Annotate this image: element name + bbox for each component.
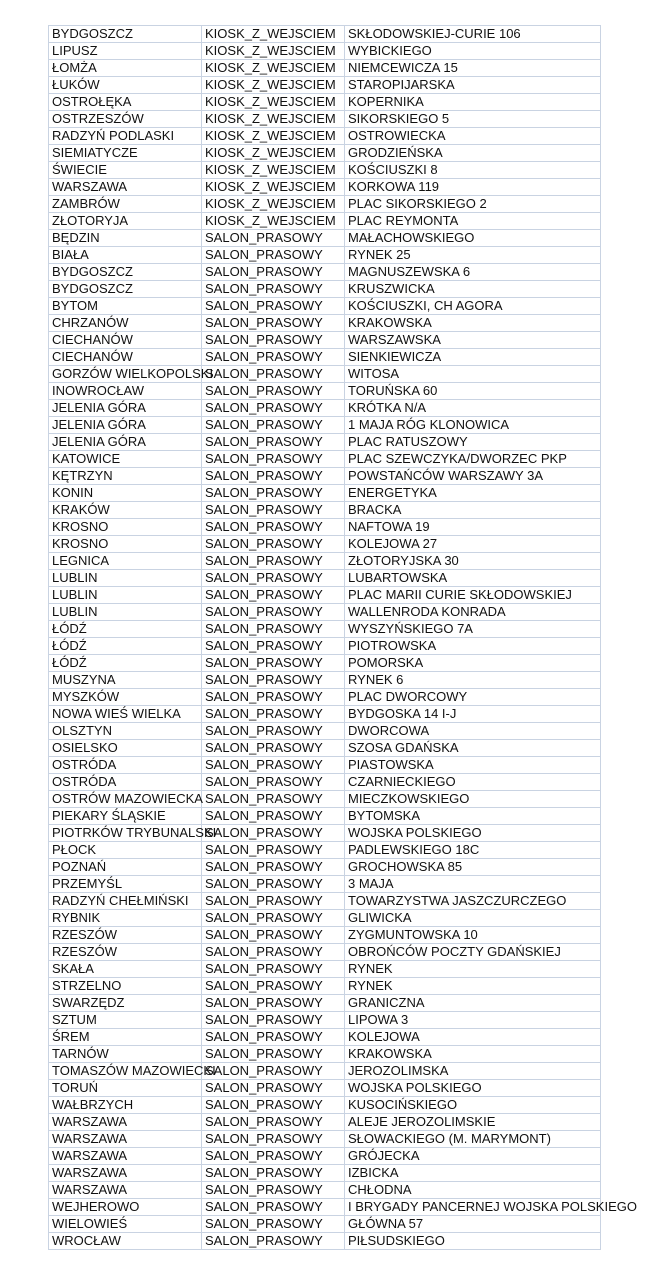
address-cell[interactable]: PLAC REYMONTA xyxy=(345,213,601,230)
table-row xyxy=(49,927,601,944)
address-cell[interactable]: GRANICZNA xyxy=(345,995,601,1012)
address-cell[interactable]: KRUSZWICKA xyxy=(345,281,601,298)
address-cell[interactable]: POMORSKA xyxy=(345,655,601,672)
type-cell[interactable]: KIOSK_Z_WEJSCIEM xyxy=(202,94,345,111)
type-cell[interactable]: KIOSK_Z_WEJSCIEM xyxy=(202,43,345,60)
type-cell[interactable]: SALON_PRASOWY xyxy=(202,706,345,723)
type-cell[interactable]: SALON_PRASOWY xyxy=(202,1063,345,1080)
type-cell[interactable]: SALON_PRASOWY xyxy=(202,349,345,366)
address-cell[interactable]: KOŚCIUSZKI 8 xyxy=(345,162,601,179)
address-cell[interactable]: STAROPIJARSKA xyxy=(345,77,601,94)
type-cell[interactable]: KIOSK_Z_WEJSCIEM xyxy=(202,179,345,196)
table-row xyxy=(49,60,601,77)
type-cell[interactable]: SALON_PRASOWY xyxy=(202,536,345,553)
address-cell[interactable]: DWORCOWA xyxy=(345,723,601,740)
type-cell[interactable]: KIOSK_Z_WEJSCIEM xyxy=(202,162,345,179)
type-cell[interactable]: SALON_PRASOWY xyxy=(202,978,345,995)
address-cell[interactable]: PLAC RATUSZOWY xyxy=(345,434,601,451)
address-cell[interactable]: SIKORSKIEGO 5 xyxy=(345,111,601,128)
city-cell[interactable]: KONIN xyxy=(49,485,202,502)
city-cell[interactable]: WARSZAWA xyxy=(49,179,202,196)
type-cell[interactable]: SALON_PRASOWY xyxy=(202,655,345,672)
city-cell[interactable]: WEJHEROWO xyxy=(49,1199,202,1216)
type-cell[interactable]: KIOSK_Z_WEJSCIEM xyxy=(202,77,345,94)
type-cell[interactable]: KIOSK_Z_WEJSCIEM xyxy=(202,213,345,230)
type-cell[interactable]: SALON_PRASOWY xyxy=(202,1199,345,1216)
city-cell[interactable]: LUBLIN xyxy=(49,570,202,587)
city-cell[interactable]: ŁOMŻA xyxy=(49,60,202,77)
address-cell[interactable]: LUBARTOWSKA xyxy=(345,570,601,587)
table-row xyxy=(49,451,601,468)
type-cell[interactable]: SALON_PRASOWY xyxy=(202,893,345,910)
city-cell[interactable]: ŚREM xyxy=(49,1029,202,1046)
table-row xyxy=(49,366,601,383)
table-row xyxy=(49,349,601,366)
type-cell[interactable]: SALON_PRASOWY xyxy=(202,1114,345,1131)
type-cell[interactable]: SALON_PRASOWY xyxy=(202,1182,345,1199)
type-cell[interactable]: SALON_PRASOWY xyxy=(202,553,345,570)
address-cell[interactable]: NIEMCEWICZA 15 xyxy=(345,60,601,77)
address-cell[interactable]: GLIWICKA xyxy=(345,910,601,927)
address-cell[interactable]: RYNEK 6 xyxy=(345,672,601,689)
city-cell[interactable]: LUBLIN xyxy=(49,587,202,604)
locations-table xyxy=(48,25,637,1250)
city-cell[interactable]: TORUŃ xyxy=(49,1080,202,1097)
city-cell[interactable]: BĘDZIN xyxy=(49,230,202,247)
table-row xyxy=(49,281,601,298)
city-cell[interactable]: LIPUSZ xyxy=(49,43,202,60)
type-cell[interactable]: SALON_PRASOWY xyxy=(202,876,345,893)
city-cell[interactable]: INOWROCŁAW xyxy=(49,383,202,400)
type-cell[interactable]: SALON_PRASOWY xyxy=(202,672,345,689)
table-row xyxy=(49,689,601,706)
table-row xyxy=(49,43,601,60)
address-cell[interactable]: MIECZKOWSKIEGO xyxy=(345,791,601,808)
address-cell[interactable]: PLAC SIKORSKIEGO 2 xyxy=(345,196,601,213)
type-cell[interactable]: SALON_PRASOWY xyxy=(202,910,345,927)
city-cell[interactable]: JELENIA GÓRA xyxy=(49,400,202,417)
table-row xyxy=(49,1063,601,1080)
table-row xyxy=(49,468,601,485)
city-cell[interactable]: RADZYŃ CHEŁMIŃSKI xyxy=(49,893,202,910)
city-cell[interactable]: PIOTRKÓW TRYBUNALSKI xyxy=(49,825,202,842)
type-cell[interactable]: SALON_PRASOWY xyxy=(202,1046,345,1063)
city-cell[interactable]: KROSNO xyxy=(49,519,202,536)
address-cell[interactable]: WOJSKA POLSKIEGO xyxy=(345,1080,601,1097)
table-row xyxy=(49,978,601,995)
address-cell[interactable]: KOŚCIUSZKI, CH AGORA xyxy=(345,298,601,315)
type-cell[interactable]: SALON_PRASOWY xyxy=(202,1080,345,1097)
type-cell[interactable]: KIOSK_Z_WEJSCIEM xyxy=(202,196,345,213)
city-cell[interactable]: ZŁOTORYJA xyxy=(49,213,202,230)
type-cell[interactable]: SALON_PRASOWY xyxy=(202,468,345,485)
type-cell[interactable]: SALON_PRASOWY xyxy=(202,689,345,706)
address-cell[interactable]: CHŁODNA xyxy=(345,1182,601,1199)
table-row xyxy=(49,621,601,638)
type-cell[interactable]: SALON_PRASOWY xyxy=(202,434,345,451)
city-cell[interactable]: RZESZÓW xyxy=(49,944,202,961)
address-cell[interactable]: KOPERNIKA xyxy=(345,94,601,111)
address-cell[interactable]: GŁÓWNA 57 xyxy=(345,1216,601,1233)
type-cell[interactable]: SALON_PRASOWY xyxy=(202,315,345,332)
table-row xyxy=(49,1165,601,1182)
table-row xyxy=(49,1097,601,1114)
address-cell[interactable]: RYNEK 25 xyxy=(345,247,601,264)
address-cell[interactable]: MAGNUSZEWSKA 6 xyxy=(345,264,601,281)
address-cell[interactable]: BYTOMSKA xyxy=(345,808,601,825)
table-row xyxy=(49,332,601,349)
address-cell[interactable]: BRACKA xyxy=(345,502,601,519)
city-cell[interactable]: CHRZANÓW xyxy=(49,315,202,332)
address-cell[interactable]: ZŁOTORYJSKA 30 xyxy=(345,553,601,570)
city-cell[interactable]: SKAŁA xyxy=(49,961,202,978)
city-cell[interactable]: KATOWICE xyxy=(49,451,202,468)
table-row xyxy=(49,638,601,655)
address-cell[interactable]: SZOSA GDAŃSKA xyxy=(345,740,601,757)
table-row xyxy=(49,179,601,196)
city-cell[interactable]: MYSZKÓW xyxy=(49,689,202,706)
type-cell[interactable]: SALON_PRASOWY xyxy=(202,808,345,825)
address-cell[interactable]: ALEJE JEROZOLIMSKIE xyxy=(345,1114,601,1131)
city-cell[interactable]: KROSNO xyxy=(49,536,202,553)
table-row xyxy=(49,145,601,162)
type-cell[interactable]: SALON_PRASOWY xyxy=(202,485,345,502)
city-cell[interactable]: CIECHANÓW xyxy=(49,349,202,366)
table-row xyxy=(49,383,601,400)
city-cell[interactable]: BYDGOSZCZ xyxy=(49,264,202,281)
address-cell[interactable]: SKŁODOWSKIEJ-CURIE 106 xyxy=(345,26,601,43)
table-row xyxy=(49,876,601,893)
type-cell[interactable]: SALON_PRASOWY xyxy=(202,995,345,1012)
address-cell[interactable]: TORUŃSKA 60 xyxy=(345,383,601,400)
address-cell[interactable]: PLAC MARII CURIE SKŁODOWSKIEJ xyxy=(345,587,601,604)
table-row xyxy=(49,94,601,111)
table-row xyxy=(49,995,601,1012)
table-row xyxy=(49,128,601,145)
table-row xyxy=(49,1216,601,1233)
address-cell[interactable]: GRÓJECKA xyxy=(345,1148,601,1165)
type-cell[interactable]: SALON_PRASOWY xyxy=(202,247,345,264)
type-cell[interactable]: SALON_PRASOWY xyxy=(202,774,345,791)
city-cell[interactable]: KĘTRZYN xyxy=(49,468,202,485)
address-cell[interactable]: BYDGOSKA 14 I-J xyxy=(345,706,601,723)
city-cell[interactable]: MUSZYNA xyxy=(49,672,202,689)
type-cell[interactable]: SALON_PRASOWY xyxy=(202,791,345,808)
type-cell[interactable]: SALON_PRASOWY xyxy=(202,366,345,383)
type-cell[interactable]: SALON_PRASOWY xyxy=(202,1131,345,1148)
table-row xyxy=(49,1012,601,1029)
type-cell[interactable]: SALON_PRASOWY xyxy=(202,519,345,536)
city-cell[interactable]: BYDGOSZCZ xyxy=(49,281,202,298)
city-cell[interactable]: WARSZAWA xyxy=(49,1131,202,1148)
type-cell[interactable]: SALON_PRASOWY xyxy=(202,740,345,757)
table-row xyxy=(49,417,601,434)
table-row xyxy=(49,672,601,689)
address-cell[interactable]: OBROŃCÓW POCZTY GDAŃSKIEJ xyxy=(345,944,601,961)
city-cell[interactable]: WARSZAWA xyxy=(49,1114,202,1131)
city-cell[interactable]: OLSZTYN xyxy=(49,723,202,740)
address-cell[interactable]: POWSTAŃCÓW WARSZAWY 3A xyxy=(345,468,601,485)
type-cell[interactable]: SALON_PRASOWY xyxy=(202,230,345,247)
address-cell[interactable]: PADLEWSKIEGO 18C xyxy=(345,842,601,859)
table-row xyxy=(49,1199,601,1216)
city-cell[interactable]: OSTRÓDA xyxy=(49,757,202,774)
address-cell[interactable]: KUSOCIŃSKIEGO xyxy=(345,1097,601,1114)
city-cell[interactable]: SIEMIATYCZE xyxy=(49,145,202,162)
type-cell[interactable]: SALON_PRASOWY xyxy=(202,570,345,587)
table-row xyxy=(49,1131,601,1148)
type-cell[interactable]: KIOSK_Z_WEJSCIEM xyxy=(202,128,345,145)
type-cell[interactable]: SALON_PRASOWY xyxy=(202,638,345,655)
address-cell[interactable]: WYSZYŃSKIEGO 7A xyxy=(345,621,601,638)
address-cell[interactable]: SŁOWACKIEGO (M. MARYMONT) xyxy=(345,1131,601,1148)
type-cell[interactable]: SALON_PRASOWY xyxy=(202,281,345,298)
city-cell[interactable]: TARNÓW xyxy=(49,1046,202,1063)
type-cell[interactable]: SALON_PRASOWY xyxy=(202,1148,345,1165)
type-cell[interactable]: KIOSK_Z_WEJSCIEM xyxy=(202,145,345,162)
table-row xyxy=(49,298,601,315)
table-row xyxy=(49,723,601,740)
table-row xyxy=(49,1080,601,1097)
address-cell[interactable]: KOLEJOWA xyxy=(345,1029,601,1046)
city-cell[interactable]: WAŁBRZYCH xyxy=(49,1097,202,1114)
type-cell[interactable]: SALON_PRASOWY xyxy=(202,1029,345,1046)
table-row xyxy=(49,1029,601,1046)
type-cell[interactable]: SALON_PRASOWY xyxy=(202,723,345,740)
type-cell[interactable]: SALON_PRASOWY xyxy=(202,1165,345,1182)
table-row xyxy=(49,570,601,587)
address-cell[interactable]: 1 MAJA RÓG KLONOWICA xyxy=(345,417,601,434)
table-row xyxy=(49,944,601,961)
table-row xyxy=(49,1182,601,1199)
table-row xyxy=(49,655,601,672)
type-cell[interactable]: KIOSK_Z_WEJSCIEM xyxy=(202,111,345,128)
type-cell[interactable]: SALON_PRASOWY xyxy=(202,825,345,842)
city-cell[interactable]: WIELOWIEŚ xyxy=(49,1216,202,1233)
address-cell[interactable]: PIOTROWSKA xyxy=(345,638,601,655)
city-cell[interactable]: ŁÓDŹ xyxy=(49,621,202,638)
city-cell[interactable]: OSTRÓDA xyxy=(49,774,202,791)
table-row xyxy=(49,1148,601,1165)
type-cell[interactable]: SALON_PRASOWY xyxy=(202,298,345,315)
city-cell[interactable]: SZTUM xyxy=(49,1012,202,1029)
address-cell[interactable]: WITOSA xyxy=(345,366,601,383)
city-cell[interactable]: OSTROŁĘKA xyxy=(49,94,202,111)
table-row xyxy=(49,1114,601,1131)
type-cell[interactable]: SALON_PRASOWY xyxy=(202,944,345,961)
city-cell[interactable]: RADZYŃ PODLASKI xyxy=(49,128,202,145)
type-cell[interactable]: SALON_PRASOWY xyxy=(202,383,345,400)
address-cell[interactable]: JEROZOLIMSKA xyxy=(345,1063,601,1080)
type-cell[interactable]: KIOSK_Z_WEJSCIEM xyxy=(202,60,345,77)
address-cell[interactable]: ENERGETYKA xyxy=(345,485,601,502)
table-row xyxy=(49,825,601,842)
city-cell[interactable]: BYDGOSZCZ xyxy=(49,26,202,43)
address-cell[interactable]: NAFTOWA 19 xyxy=(345,519,601,536)
address-cell[interactable]: PLAC SZEWCZYKA/DWORZEC PKP xyxy=(345,451,601,468)
city-cell[interactable]: NOWA WIEŚ WIELKA xyxy=(49,706,202,723)
address-cell[interactable]: KRAKOWSKA xyxy=(345,1046,601,1063)
city-cell[interactable]: JELENIA GÓRA xyxy=(49,434,202,451)
table-row xyxy=(49,213,601,230)
address-cell[interactable]: OSTROWIECKA xyxy=(345,128,601,145)
table-row xyxy=(49,111,601,128)
table-row xyxy=(49,553,601,570)
table-row xyxy=(49,434,601,451)
city-cell[interactable]: TOMASZÓW MAZOWIECKI xyxy=(49,1063,202,1080)
city-cell[interactable]: ŚWIECIE xyxy=(49,162,202,179)
table-row xyxy=(49,604,601,621)
type-cell[interactable]: SALON_PRASOWY xyxy=(202,1012,345,1029)
table-row xyxy=(49,1233,601,1250)
address-cell[interactable]: PIŁSUDSKIEGO xyxy=(345,1233,601,1250)
address-cell[interactable]: KRAKOWSKA xyxy=(345,315,601,332)
locations-table-body xyxy=(49,26,637,1250)
city-cell[interactable]: ZAMBRÓW xyxy=(49,196,202,213)
city-cell[interactable]: BIAŁA xyxy=(49,247,202,264)
table-row xyxy=(49,893,601,910)
table-row xyxy=(49,502,601,519)
address-cell[interactable]: PLAC DWORCOWY xyxy=(345,689,601,706)
table-row xyxy=(49,842,601,859)
type-cell[interactable]: SALON_PRASOWY xyxy=(202,961,345,978)
type-cell[interactable]: SALON_PRASOWY xyxy=(202,502,345,519)
table-row xyxy=(49,774,601,791)
address-cell[interactable]: GRODZIEŃSKA xyxy=(345,145,601,162)
city-cell[interactable]: WARSZAWA xyxy=(49,1182,202,1199)
type-cell[interactable]: SALON_PRASOWY xyxy=(202,842,345,859)
city-cell[interactable]: LUBLIN xyxy=(49,604,202,621)
table-row xyxy=(49,485,601,502)
table-row xyxy=(49,1046,601,1063)
city-cell[interactable]: RZESZÓW xyxy=(49,927,202,944)
type-cell[interactable]: SALON_PRASOWY xyxy=(202,859,345,876)
table-row xyxy=(49,910,601,927)
address-cell[interactable]: WARSZAWSKA xyxy=(345,332,601,349)
address-cell[interactable]: SIENKIEWICZA xyxy=(345,349,601,366)
address-cell[interactable]: KORKOWA 119 xyxy=(345,179,601,196)
city-cell[interactable]: PRZEMYŚL xyxy=(49,876,202,893)
table-row xyxy=(49,808,601,825)
address-cell[interactable]: 3 MAJA xyxy=(345,876,601,893)
table-row xyxy=(49,706,601,723)
type-cell[interactable]: SALON_PRASOWY xyxy=(202,604,345,621)
address-cell[interactable]: RYNEK xyxy=(345,961,601,978)
table-row xyxy=(49,162,601,179)
address-cell[interactable]: KRÓTKA N/A xyxy=(345,400,601,417)
address-cell[interactable]: GROCHOWSKA 85 xyxy=(345,859,601,876)
type-cell[interactable]: SALON_PRASOWY xyxy=(202,587,345,604)
city-cell[interactable]: SWARZĘDZ xyxy=(49,995,202,1012)
table-row xyxy=(49,196,601,213)
address-cell[interactable]: I BRYGADY PANCERNEJ WOJSKA POLSKIEGO xyxy=(345,1199,601,1216)
type-cell[interactable]: SALON_PRASOWY xyxy=(202,927,345,944)
table-row xyxy=(49,961,601,978)
type-cell[interactable]: SALON_PRASOWY xyxy=(202,757,345,774)
address-cell[interactable]: ZYGMUNTOWSKA 10 xyxy=(345,927,601,944)
table-row xyxy=(49,77,601,94)
type-cell[interactable]: SALON_PRASOWY xyxy=(202,1233,345,1250)
table-row xyxy=(49,791,601,808)
address-cell[interactable]: CZARNIECKIEGO xyxy=(345,774,601,791)
table-row xyxy=(49,536,601,553)
table-row xyxy=(49,587,601,604)
type-cell[interactable]: SALON_PRASOWY xyxy=(202,332,345,349)
city-cell[interactable]: POZNAŃ xyxy=(49,859,202,876)
type-cell[interactable]: SALON_PRASOWY xyxy=(202,417,345,434)
type-cell[interactable]: KIOSK_Z_WEJSCIEM xyxy=(202,26,345,43)
city-cell[interactable]: ŁÓDŹ xyxy=(49,655,202,672)
address-cell[interactable]: IZBICKA xyxy=(345,1165,601,1182)
city-cell[interactable]: STRZELNO xyxy=(49,978,202,995)
city-cell[interactable]: OSIELSKO xyxy=(49,740,202,757)
city-cell[interactable]: ŁUKÓW xyxy=(49,77,202,94)
city-cell[interactable]: RYBNIK xyxy=(49,910,202,927)
address-cell[interactable]: MAŁACHOWSKIEGO xyxy=(345,230,601,247)
table-row xyxy=(49,757,601,774)
address-cell[interactable]: WOJSKA POLSKIEGO xyxy=(345,825,601,842)
city-cell[interactable]: CIECHANÓW xyxy=(49,332,202,349)
city-cell[interactable]: BYTOM xyxy=(49,298,202,315)
table-row xyxy=(49,315,601,332)
table-row xyxy=(49,400,601,417)
type-cell[interactable]: SALON_PRASOWY xyxy=(202,621,345,638)
city-cell[interactable]: WARSZAWA xyxy=(49,1148,202,1165)
address-cell[interactable]: WALLENRODA KONRADA xyxy=(345,604,601,621)
type-cell[interactable]: SALON_PRASOWY xyxy=(202,400,345,417)
table-row xyxy=(49,26,601,43)
table-row xyxy=(49,740,601,757)
type-cell[interactable]: SALON_PRASOWY xyxy=(202,451,345,468)
city-cell[interactable]: PIEKARY ŚLĄSKIE xyxy=(49,808,202,825)
address-cell[interactable]: WYBICKIEGO xyxy=(345,43,601,60)
city-cell[interactable]: LEGNICA xyxy=(49,553,202,570)
city-cell[interactable]: OSTRÓW MAZOWIECKA xyxy=(49,791,202,808)
city-cell[interactable]: WROCŁAW xyxy=(49,1233,202,1250)
table-row xyxy=(49,247,601,264)
type-cell[interactable]: SALON_PRASOWY xyxy=(202,264,345,281)
table-row xyxy=(49,859,601,876)
city-cell[interactable]: JELENIA GÓRA xyxy=(49,417,202,434)
city-cell[interactable]: GORZÓW WIELKOPOLSKI xyxy=(49,366,202,383)
address-cell[interactable]: KOLEJOWA 27 xyxy=(345,536,601,553)
address-cell[interactable]: LIPOWA 3 xyxy=(345,1012,601,1029)
type-cell[interactable]: SALON_PRASOWY xyxy=(202,1216,345,1233)
type-cell[interactable]: SALON_PRASOWY xyxy=(202,1097,345,1114)
city-cell[interactable]: OSTRZESZÓW xyxy=(49,111,202,128)
city-cell[interactable]: WARSZAWA xyxy=(49,1165,202,1182)
address-cell[interactable]: RYNEK xyxy=(345,978,601,995)
address-cell[interactable]: TOWARZYSTWA JASZCZURCZEGO xyxy=(345,893,601,910)
city-cell[interactable]: KRAKÓW xyxy=(49,502,202,519)
address-cell[interactable]: PIASTOWSKA xyxy=(345,757,601,774)
table-row xyxy=(49,264,601,281)
table-row xyxy=(49,230,601,247)
city-cell[interactable]: ŁÓDŹ xyxy=(49,638,202,655)
city-cell[interactable]: PŁOCK xyxy=(49,842,202,859)
table-row xyxy=(49,519,601,536)
